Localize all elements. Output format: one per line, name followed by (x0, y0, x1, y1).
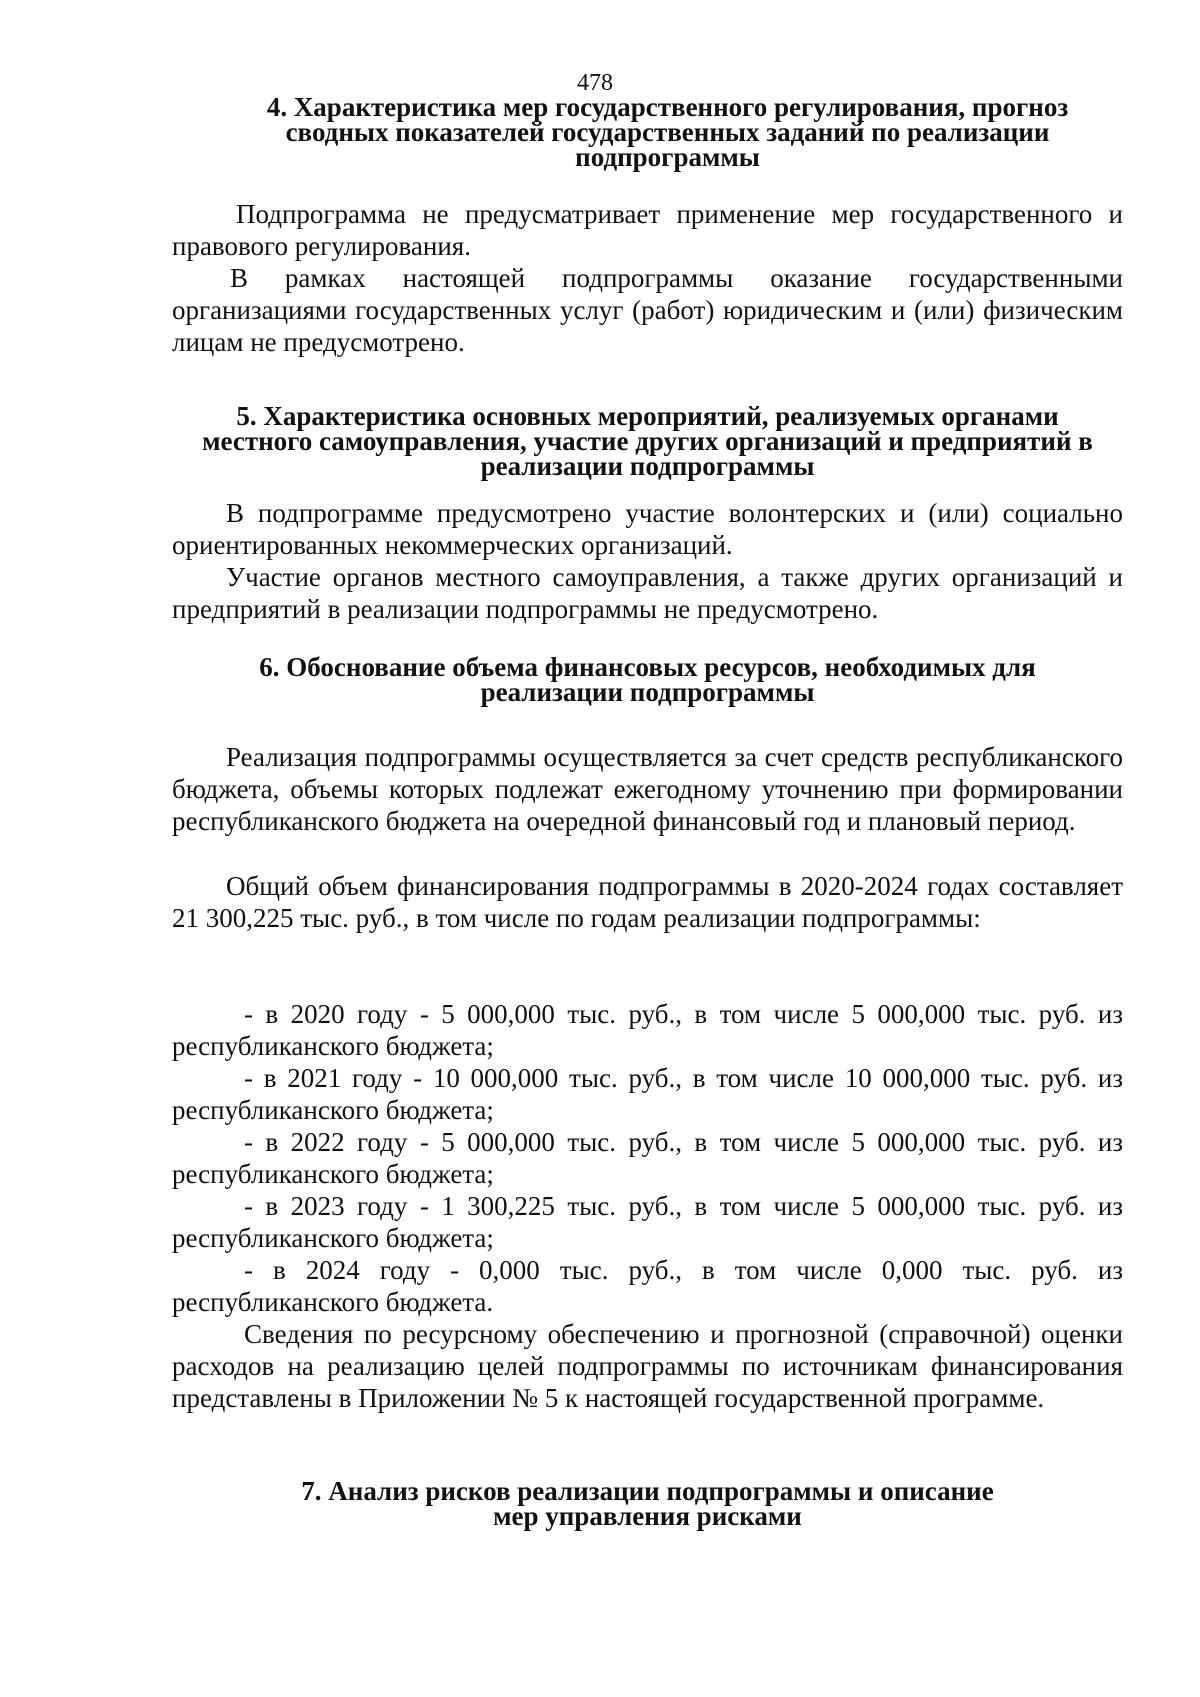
section-6-heading: 6. Обоснование объема финансовых ресурсов, необходимых для реализации подпрограммы (259, 652, 1036, 707)
funding-item-2021: - в 2021 году - 10 000,000 тыс. руб., в том числе 10 000,000 тыс. руб. из республиканского бюджета; (172, 1063, 1123, 1125)
section-4-heading: 4. Характеристика мер государственного регулирования, прогноз сводных показателей государственных заданий по реализации подпрограммы (266, 92, 1069, 172)
funding-item-2024: - в 2024 году - 0,000 тыс. руб., в том числе 0,000 тыс. руб. из республиканского бюджета. (172, 1255, 1123, 1317)
funding-item-2023: - в 2023 году - 1 300,225 тыс. руб., в том числе 5 000,000 тыс. руб. из республиканского бюджета; (172, 1191, 1123, 1253)
section-7-heading: 7. Анализ рисков реализации подпрограммы и описание мер управления рисками (301, 1476, 994, 1531)
section-6-paragraph-1: Реализация подпрограммы осуществляется за счет средств республиканского бюджета, объемы которых подлежат ежегодному уточнению при формировании республиканского бюджета на очередной финансовый год и плановый период. (172, 742, 1123, 836)
section-5-heading: 5. Характеристика основных мероприятий, реализуемых органами местного самоуправления, участие других организаций и предприятий в реализации подпрограммы (202, 401, 1093, 481)
funding-item-2020: - в 2020 году - 5 000,000 тыс. руб., в том числе 5 000,000 тыс. руб. из республиканского бюджета; (172, 999, 1123, 1061)
section-4-paragraph-1: Подпрограмма не предусматривает применение мер государственного и правового регулирования. (172, 199, 1123, 261)
section-5-paragraph-1: В подпрограмме предусмотрено участие волонтерских и (или) социально ориентированных некоммерческих организаций. (172, 498, 1123, 560)
section-6-paragraph-2: Общий объем финансирования подпрограммы в 2020-2024 годах составляет 21 300,225 тыс. руб., в том числе по годам реализации подпрограммы: (172, 871, 1123, 933)
funding-item-2022: - в 2022 году - 5 000,000 тыс. руб., в том числе 5 000,000 тыс. руб. из республиканского бюджета; (172, 1127, 1123, 1189)
section-5-paragraph-2: Участие органов местного самоуправления, а также других организаций и предприятий в реализации подпрограммы не предусмотрено. (172, 562, 1123, 624)
section-4-paragraph-2: В рамках настоящей подпрограммы оказание государственными организациями государственных услуг (работ) юридическим и (или) физическим лицам не предусмотрено. (172, 263, 1123, 357)
section-6-closing-paragraph: Сведения по ресурсному обеспечению и прогнозной (справочной) оценки расходов на реализацию целей подпрограммы по источникам финансирования представлены в Приложении № 5 к настоящей государственной программе. (172, 1319, 1123, 1413)
page-number: 478 (577, 70, 613, 96)
